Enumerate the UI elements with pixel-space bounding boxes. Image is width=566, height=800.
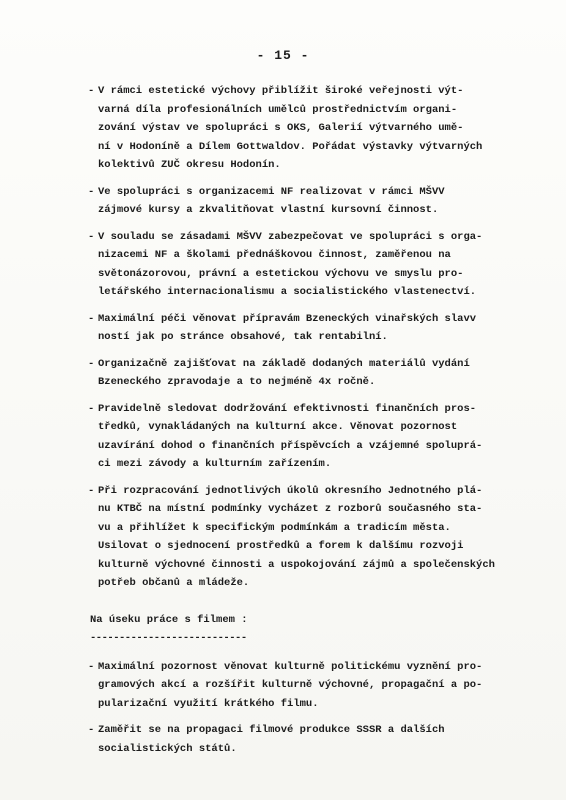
section-heading-underline: --------------------------- <box>90 632 247 644</box>
text-line: nu KTBČ na místní podmínky vycházet z rozborů současného sta- <box>98 503 483 515</box>
text-line: Pravidelně sledovat dodržování efektivnosti finančních pros- <box>98 402 477 415</box>
list-item <box>88 400 528 474</box>
text-line: Usilovat o sjednocení prostředků a forem k dalšímu rozvoji <box>98 540 464 552</box>
text-line: Zaměřit se na propagaci filmové produkce SSSR a dalších <box>98 724 445 736</box>
list-item <box>88 482 528 593</box>
text-line: zájmové kursy a zkvalitňovat vlastní kursovní činnost. <box>98 204 439 216</box>
text-line: světonázorovou, právní a estetickou výchovu ve smyslu pro- <box>98 267 464 280</box>
text-line: kolektivů ZUČ okresu Hodonín. <box>98 159 281 171</box>
text-line: vu a přihlížet k specifickým podmínkám a tradicím města. <box>98 521 451 534</box>
text-line: ností jak po stránce obsahové, tak rentabilní. <box>98 331 388 343</box>
text-line: Ve spolupráci s organizacemi NF realizovat v rámci MŠVV <box>98 185 445 198</box>
bullet-dash: - <box>88 724 95 736</box>
text-line: kulturně výchovné činnosti a uspokojování zájmů a společenských <box>98 558 495 571</box>
text-line: zování výstav ve spolupráci s OKS, Galerií výtvarného umě- <box>98 122 464 134</box>
bullet-dash: - <box>88 85 95 97</box>
text-line: Maximální pozornost věnovat kulturně politickému vyznění pro- <box>98 660 483 673</box>
list-item <box>88 228 528 302</box>
text-line: V souladu se zásadami MŠVV zabezpečovat ve spolupráci s orga- <box>98 230 483 243</box>
text-line: Organizačně zajišťovat na základě dodaných materiálů vydání <box>98 357 470 370</box>
text-line: Bzeneckého zpravodaje a to nejméně 4x ročně. <box>98 376 376 388</box>
bullet-dash: - <box>88 185 95 198</box>
section-heading-title: Na úseku práce s filmem : <box>90 613 248 626</box>
text-line: gramových akcí a rozšířit kulturně výchovné, propagační a po- <box>98 679 483 691</box>
text-line: ci mezi závody a kulturním zařízením. <box>98 458 332 470</box>
list-item <box>88 721 528 758</box>
task-list-film <box>88 658 528 759</box>
list-item <box>88 183 528 220</box>
text-line: varná díla profesionálních umělců prostřednictvím organi- <box>98 103 458 116</box>
bullet-dash: - <box>88 660 95 673</box>
bullet-dash: - <box>88 484 95 497</box>
task-list-culture <box>88 82 528 593</box>
text-line: nizacemi NF a školami přednáškovou činnost, zaměřenou na <box>98 249 451 261</box>
list-item <box>88 310 528 347</box>
text-line: ní v Hodoníně a Dílem Gottwaldov. Pořádat výstavky výtvarných <box>98 140 483 153</box>
page-number: - 15 - <box>256 48 310 63</box>
bullet-dash: - <box>88 357 95 370</box>
text-line: tředků, vynakládaných na kulturní akce. Věnovat pozornost <box>98 421 458 433</box>
text-line: pularizační využití krátkého filmu. <box>98 697 319 710</box>
text-line: letářského internacionalismu a socialistického vlastenectví. <box>98 286 477 298</box>
list-item <box>88 355 528 392</box>
text-line: Maximální péči věnovat přípravám Bzeneckých vinařských slavv <box>98 312 477 325</box>
bullet-dash: - <box>88 230 95 243</box>
list-item <box>88 82 528 175</box>
bullet-dash: - <box>88 402 95 415</box>
document-body <box>88 82 528 766</box>
list-item <box>88 658 528 714</box>
text-line: uzavírání dohod o finančních příspěvcích a vzájemné spoluprá- <box>98 439 483 452</box>
text-line: V rámci estetické výchovy přiblížit široké veřejnosti výt- <box>98 85 464 97</box>
text-line: socialistických států. <box>98 742 237 755</box>
text-line: Při rozpracování jednotlivých úkolů okresního Jednotného plá- <box>98 484 483 497</box>
bullet-dash: - <box>88 312 95 325</box>
text-line: potřeb občanů a mládeže. <box>98 577 250 589</box>
section-heading-film <box>88 611 528 648</box>
